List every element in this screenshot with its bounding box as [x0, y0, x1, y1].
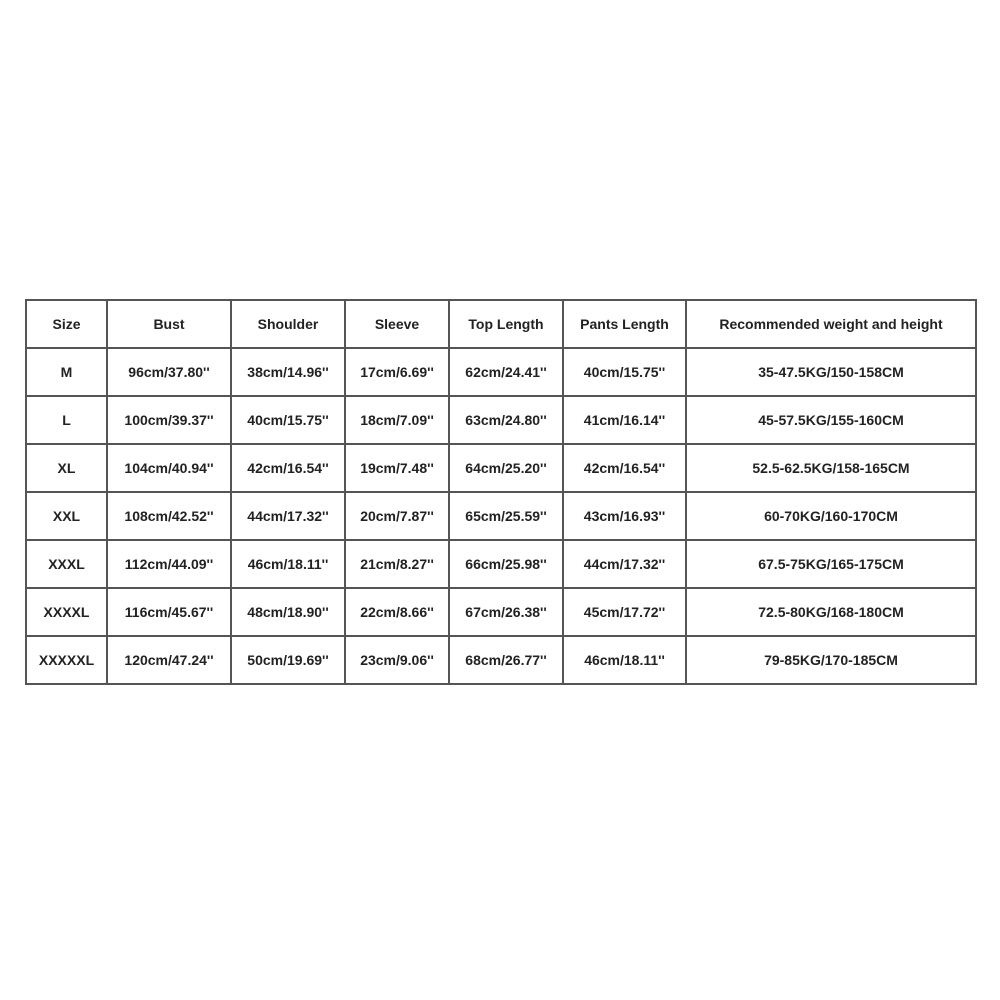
header-bust: Bust: [107, 300, 231, 348]
table-header-row: [26, 300, 976, 348]
cell-top-length: 65cm/25.59'': [449, 492, 563, 540]
cell-pants-length: 40cm/15.75'': [563, 348, 686, 396]
cell-shoulder: 46cm/18.11'': [231, 540, 345, 588]
cell-pants-length: 46cm/18.11'': [563, 636, 686, 684]
cell-sleeve: 20cm/7.87'': [345, 492, 449, 540]
cell-recommended: 67.5-75KG/165-175CM: [686, 540, 976, 588]
cell-shoulder: 50cm/19.69'': [231, 636, 345, 684]
cell-bust: 112cm/44.09'': [107, 540, 231, 588]
cell-shoulder: 38cm/14.96'': [231, 348, 345, 396]
cell-sleeve: 23cm/9.06'': [345, 636, 449, 684]
cell-top-length: 66cm/25.98'': [449, 540, 563, 588]
cell-sleeve: 21cm/8.27'': [345, 540, 449, 588]
cell-size: XXXL: [26, 540, 107, 588]
cell-pants-length: 42cm/16.54'': [563, 444, 686, 492]
cell-size: M: [26, 348, 107, 396]
cell-sleeve: 17cm/6.69'': [345, 348, 449, 396]
cell-bust: 100cm/39.37'': [107, 396, 231, 444]
table-row: [26, 396, 976, 444]
cell-shoulder: 40cm/15.75'': [231, 396, 345, 444]
cell-bust: 116cm/45.67'': [107, 588, 231, 636]
table-row: [26, 540, 976, 588]
table-row: [26, 636, 976, 684]
cell-recommended: 60-70KG/160-170CM: [686, 492, 976, 540]
cell-shoulder: 42cm/16.54'': [231, 444, 345, 492]
cell-sleeve: 22cm/8.66'': [345, 588, 449, 636]
cell-size: XL: [26, 444, 107, 492]
cell-recommended: 72.5-80KG/168-180CM: [686, 588, 976, 636]
table-row: [26, 348, 976, 396]
cell-bust: 104cm/40.94'': [107, 444, 231, 492]
cell-size: L: [26, 396, 107, 444]
cell-shoulder: 44cm/17.32'': [231, 492, 345, 540]
header-pants-length: Pants Length: [563, 300, 686, 348]
cell-pants-length: 45cm/17.72'': [563, 588, 686, 636]
cell-top-length: 63cm/24.80'': [449, 396, 563, 444]
cell-pants-length: 43cm/16.93'': [563, 492, 686, 540]
cell-top-length: 62cm/24.41'': [449, 348, 563, 396]
header-recommended: Recommended weight and height: [686, 300, 976, 348]
cell-pants-length: 44cm/17.32'': [563, 540, 686, 588]
header-shoulder: Shoulder: [231, 300, 345, 348]
cell-recommended: 79-85KG/170-185CM: [686, 636, 976, 684]
header-top-length: Top Length: [449, 300, 563, 348]
header-sleeve: Sleeve: [345, 300, 449, 348]
cell-bust: 108cm/42.52'': [107, 492, 231, 540]
cell-size: XXXXL: [26, 588, 107, 636]
cell-recommended: 52.5-62.5KG/158-165CM: [686, 444, 976, 492]
cell-top-length: 64cm/25.20'': [449, 444, 563, 492]
cell-sleeve: 18cm/7.09'': [345, 396, 449, 444]
cell-top-length: 67cm/26.38'': [449, 588, 563, 636]
table-row: [26, 492, 976, 540]
table-row: [26, 444, 976, 492]
cell-size: XXXXXL: [26, 636, 107, 684]
header-size: Size: [26, 300, 107, 348]
cell-sleeve: 19cm/7.48'': [345, 444, 449, 492]
cell-size: XXL: [26, 492, 107, 540]
cell-top-length: 68cm/26.77'': [449, 636, 563, 684]
cell-shoulder: 48cm/18.90'': [231, 588, 345, 636]
cell-bust: 96cm/37.80'': [107, 348, 231, 396]
cell-recommended: 45-57.5KG/155-160CM: [686, 396, 976, 444]
cell-recommended: 35-47.5KG/150-158CM: [686, 348, 976, 396]
cell-pants-length: 41cm/16.14'': [563, 396, 686, 444]
table-row: [26, 588, 976, 636]
size-chart-table: [25, 299, 977, 685]
cell-bust: 120cm/47.24'': [107, 636, 231, 684]
